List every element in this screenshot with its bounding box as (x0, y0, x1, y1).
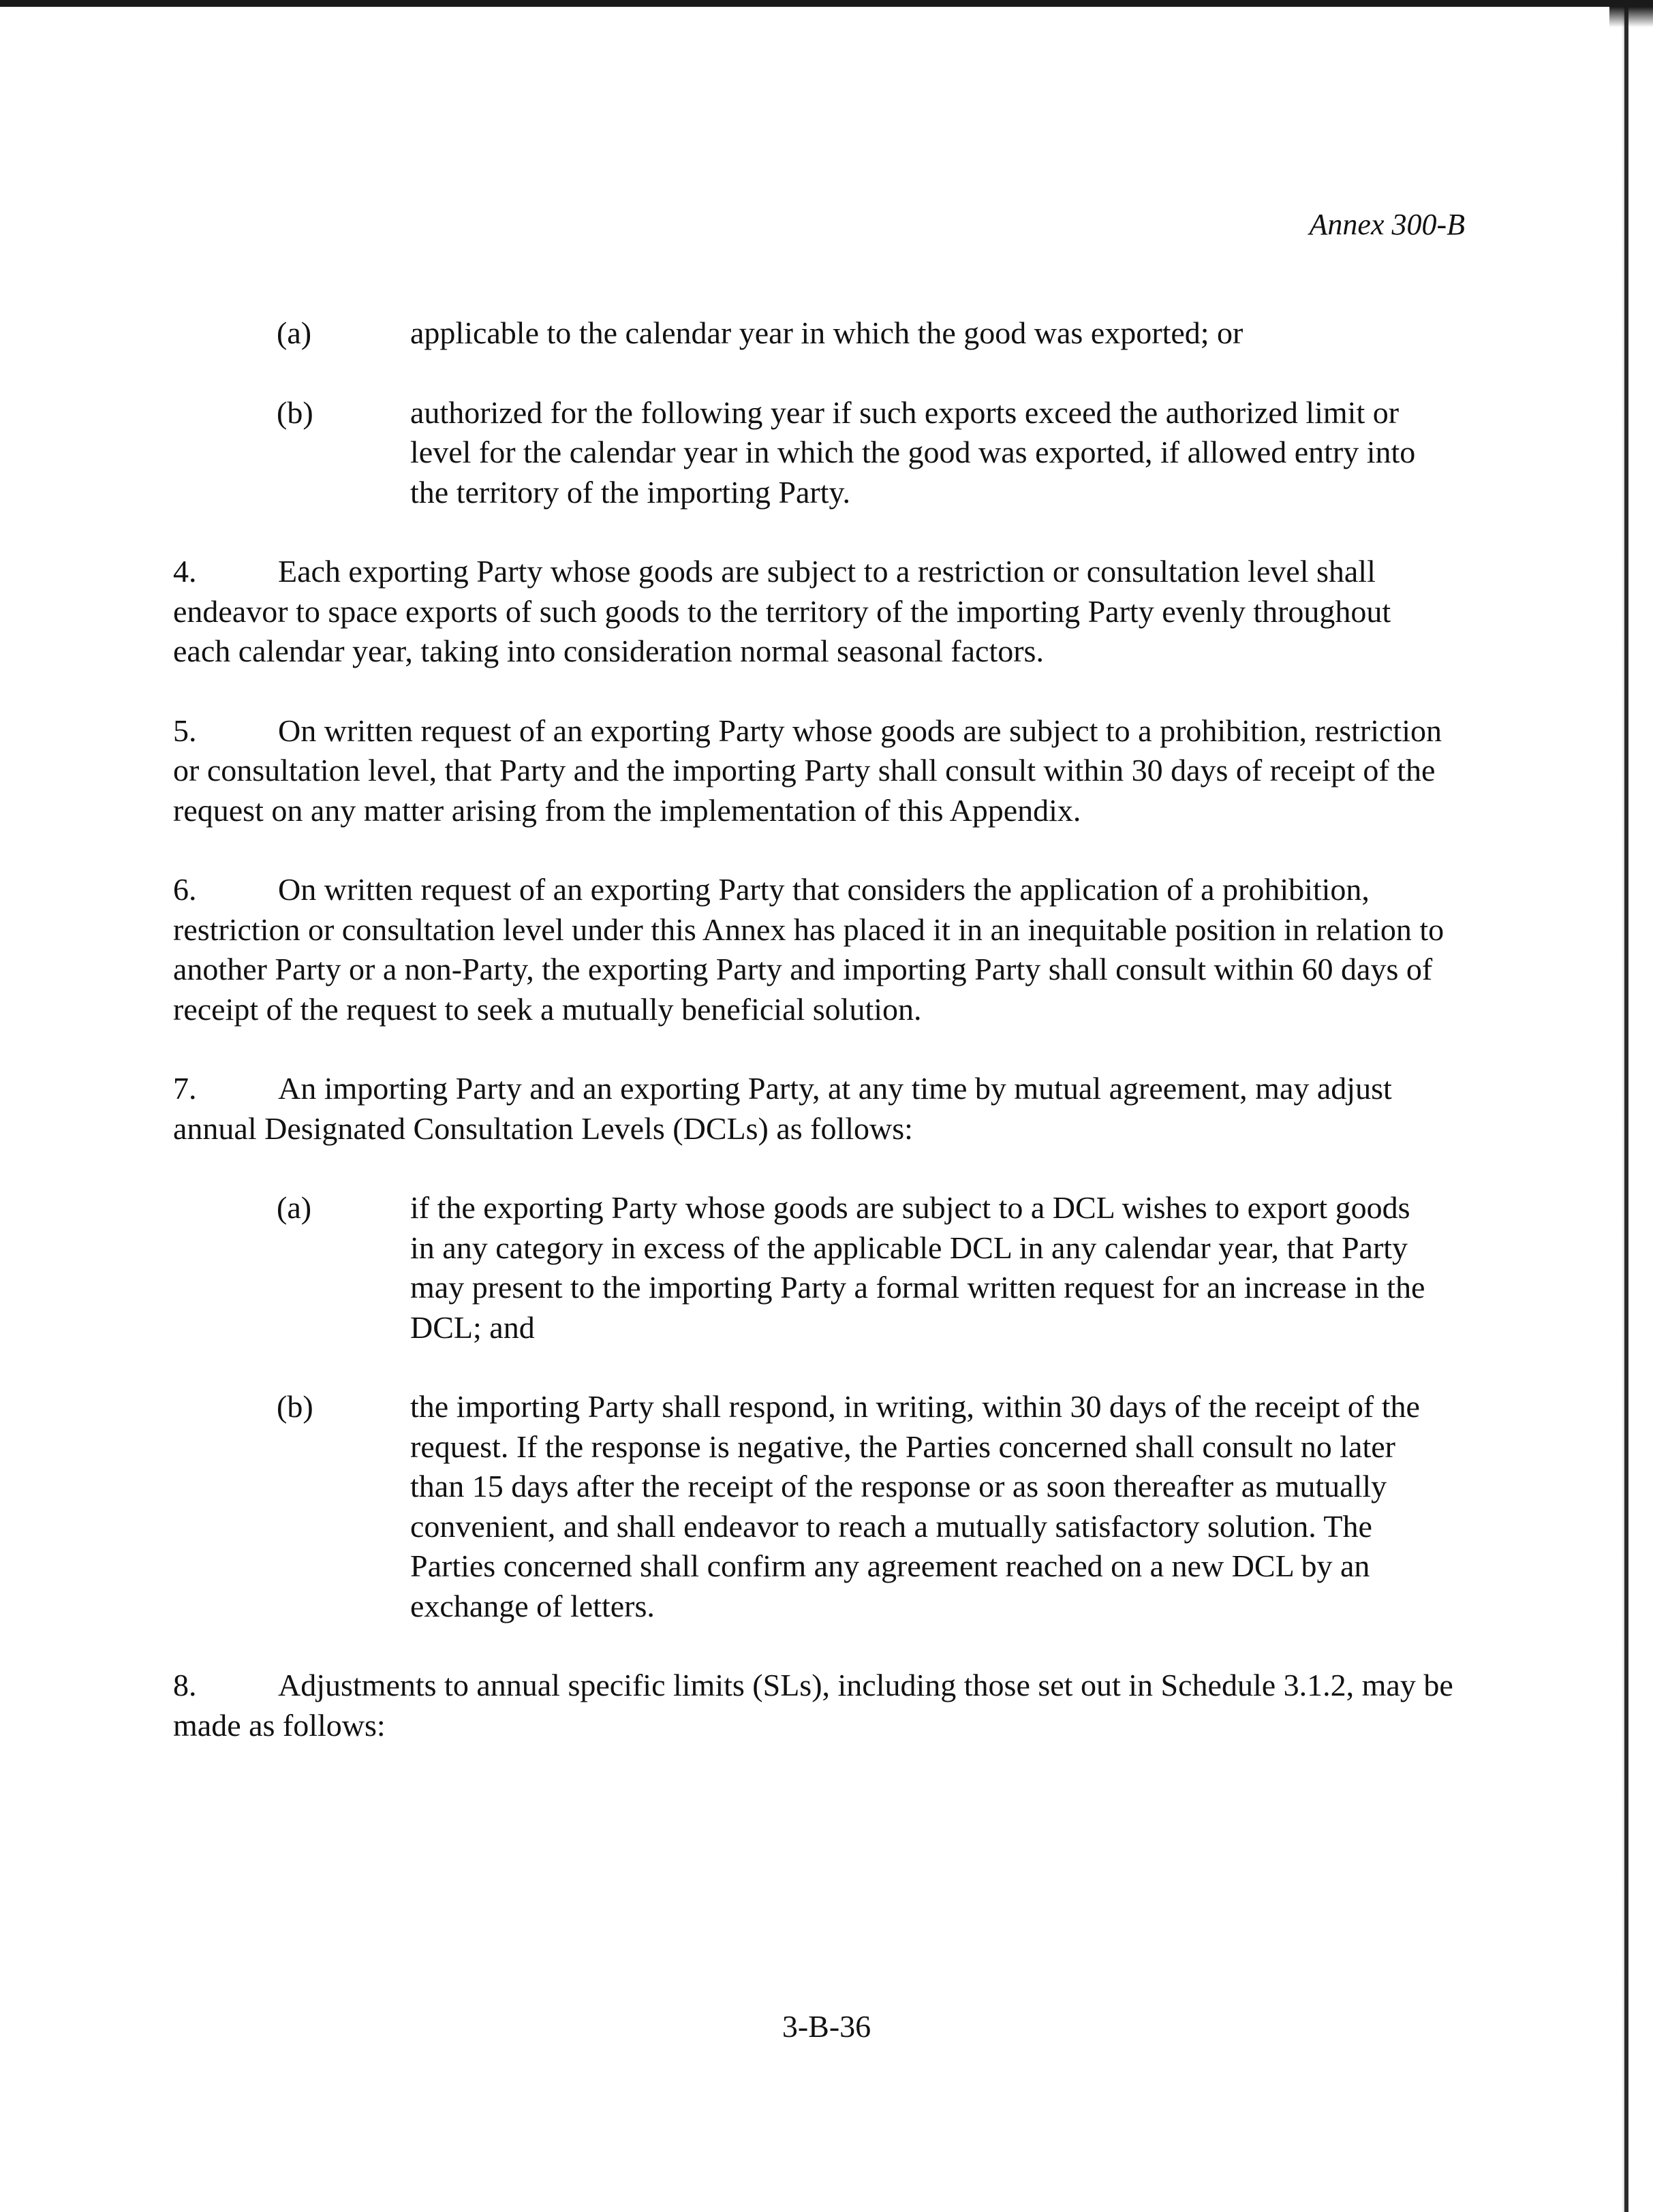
subitem-text: applicable to the calendar year in which the good was exported; or (410, 315, 1243, 350)
page-number: 3-B-36 (782, 2009, 871, 2044)
paragraph-number: 6. (173, 872, 197, 907)
paragraph-4 (173, 552, 1454, 672)
subitem-label: (b) (277, 394, 313, 430)
subitem-label: (a) (277, 315, 312, 350)
paragraph-text: On written request of an exporting Party that considers the application of a prohibition, restriction or consultation level under this Annex has placed it in an inequitable position in relation to another Party or a non-Party, the exporting Party and importing Party shall consult within 60 days of receipt of the request to seek a mutually beneficial solution. (173, 872, 1445, 1027)
subitem-a-top (173, 313, 1454, 354)
annex-header: Annex 300-B (1309, 208, 1465, 241)
subitem-text: the importing Party shall respond, in writing, within 30 days of the receipt of the request. If the response is negative, the Parties concerned shall consult no later than 15 days after the receipt of the response or as soon thereafter as mutually convenient, and shall endeavor to reach a mutually satisfactory solution. The Parties concerned shall confirm any agreement reached on a new DCL by an exchange of letters. (410, 1389, 1420, 1623)
scan-right-edge (1609, 0, 1653, 2212)
paragraph-8 (173, 1666, 1454, 1745)
paragraph-number: 8. (173, 1668, 197, 1702)
subitem-a-para7 (173, 1188, 1454, 1348)
subitem-text: authorized for the following year if such exports exceed the authorized limit or level for the calendar year in which the good was exported, if allowed entry into the territory of the importing Party. (410, 394, 1416, 510)
paragraph-text: Adjustments to annual specific limits (SLs), including those set out in Schedule 3.1.2, may be made as follows: (173, 1668, 1453, 1743)
subitem-b-para7 (173, 1387, 1454, 1626)
paragraph-5 (173, 711, 1454, 831)
scan-top-edge (0, 0, 1653, 7)
paragraph-number: 5. (173, 713, 197, 748)
paragraph-text: An importing Party and an exporting Party, at any time by mutual agreement, may adjust annual Designated Consultation Levels (DCLs) as follows: (173, 1071, 1392, 1146)
subitem-text: if the exporting Party whose goods are subject to a DCL wishes to export goods in any category in excess of the applicable DCL in any calendar year, that Party may present to the importing Party a formal written request for an increase in the DCL; and (410, 1190, 1425, 1345)
subitem-label: (b) (277, 1389, 313, 1424)
binding-edge-line (1624, 0, 1628, 2212)
paragraph-number: 4. (173, 554, 197, 589)
paragraph-text: Each exporting Party whose goods are subject to a restriction or consultation level shall endeavor to space exports of such goods to the territory of the importing Party evenly throughout each calendar year, taking into consideration normal seasonal factors. (173, 554, 1391, 668)
paragraph-7 (173, 1069, 1454, 1149)
subitem-b-top (173, 393, 1454, 513)
paragraph-6 (173, 870, 1454, 1029)
paragraph-text: On written request of an exporting Party whose goods are subject to a prohibition, restriction or consultation level, that Party and the importing Party shall consult within 30 days of receipt of the request on any matter arising from the implementation of this Appendix. (173, 713, 1442, 828)
document-body (173, 313, 1454, 1785)
scan-corner-shadow (1609, 0, 1653, 27)
subitem-label: (a) (277, 1190, 312, 1225)
paragraph-number: 7. (173, 1071, 197, 1106)
